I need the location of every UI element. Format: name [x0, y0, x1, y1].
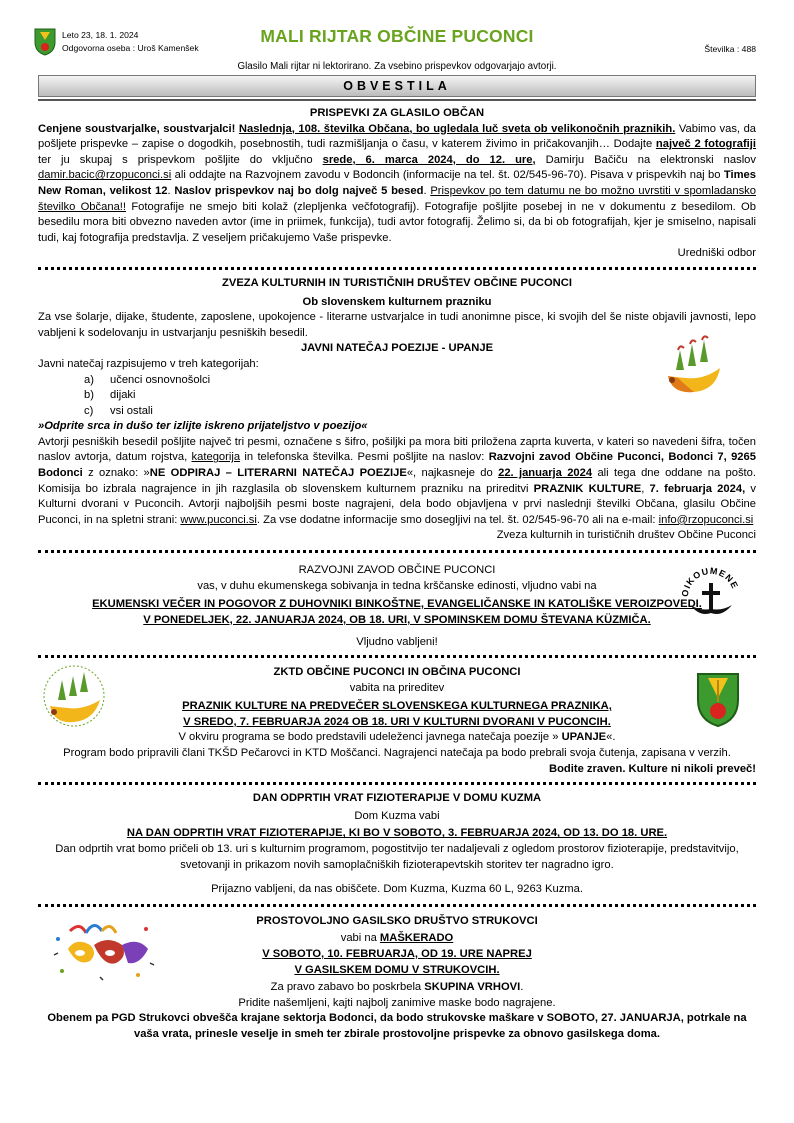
event-title: NA DAN ODPRTIH VRAT FIZIOTERAPIJE, KI BO V SOBOTO, 3. FEBRUARJA 2024, OD 13. DO 18. URE. — [126, 827, 668, 840]
dotted-divider — [38, 904, 756, 907]
section-signature: Zveza kulturnih in turističnih društev Občine Puconci — [496, 529, 756, 542]
dotted-divider — [38, 782, 756, 785]
section-title: ZKTD OBČINE PUCONCI IN OBČINA PUCONCI — [273, 666, 521, 678]
event-description: Dan odprtih vrat bomo pričeli ob 13. uri s kulturnim programom, pogostitvijo ter nadaljevali z ogledom prostorov fizioterapije, predstavitvijo, svetovanji in prikazom novih samoplačniških fizioterapevtskih storitev ter nagradno igro. — [55, 842, 739, 871]
section-title: PRISPEVKI ZA GLASILO OBČAN — [309, 107, 485, 119]
category-list — [38, 373, 756, 420]
issue-number: Številka : 488 — [704, 44, 756, 54]
email-link[interactable]: damir.bacic@rzopuconci.si — [38, 169, 172, 182]
svg-text:OIKOUMENE: OIKOUMENE — [679, 565, 741, 598]
invite-line: vas, v duhu ekumenskega sobivanja in tedna krščanske edinosti, vljudno vabi na — [197, 579, 597, 592]
invite-line: vabita na prireditev — [349, 681, 445, 694]
email-link[interactable]: info@rzopuconci.si — [658, 513, 754, 526]
dotted-divider — [38, 550, 756, 553]
dotted-divider — [38, 655, 756, 658]
program-note: V okviru programa se bodo predstavili udeleženci javnega natečaja poezije » UPANJE«. — [178, 731, 616, 744]
section-body: Avtorji pesniških besedil pošljite največ tri pesmi, označene s šifro, pošiljki pa mora biti priložena zaprta kuverta, v kateri so navedeni šifra, točen naslov avtorja, datum rojstva, kategorija in telefonska številka. Pesmi pošljite na naslov: Razvojni zavod Občine Puconci, Bodonci 7, 9265 Bodonci z oznako: »NE ODPIRAJ – LITERARNI NATEČAJ POEZIJE«, najkasneje do 22. januarja 2024 ali tega dne oddane na pošto. Komisija bo izbrala nagrajence in jih razglasila ob slovenskem kulturnem prazniku na prireditvi PRAZNIK KULTURE, 7. februarja 2024, v Kulturni dvorani v Puconcih. Avtorji najboljših pesmi boste nagrajeni, dela bodo objavljena v prvi naslednji številki Občana, glasilu Občine Puconci, in na spletni strani: www.puconci.si. Za vse dodatne informacije smo dosegljivi na tel. št. 02/545-96-70 ali na e-mail: info@rzopuconci.si — [38, 435, 756, 526]
list-item: b) dijaki — [84, 389, 136, 402]
event-datetime: V SOBOTO, 10. FEBRUARJA, OD 19. URE NAPREJ — [262, 947, 532, 960]
section-poetry-contest — [38, 276, 756, 544]
disclaimer: Glasilo Mali rijtar ni lektorirano. Za vsebino prispevkov odgovarjajo avtorji. — [237, 61, 557, 72]
invite-line: Dom Kuzma vabi — [354, 809, 440, 822]
event-location: V GASILSKEM DOMU V STRUKOVCIH. — [294, 963, 500, 976]
page-header — [38, 26, 756, 70]
oikoumene-logo-icon — [678, 561, 744, 627]
section-title: DAN ODPRTIH VRAT FIZIOTERAPIJE V DOMU KUZMA — [252, 792, 542, 805]
cultural-association-logo-icon — [38, 662, 110, 730]
section-title: PROSTOVOLJNO GASILSKO DRUŠTVO STRUKOVCI — [256, 914, 538, 927]
closing-line: Prijazno vabljeni, da nas obiščete. Dom Kuzma, Kuzma 60 L, 9263 Kuzma. — [211, 883, 583, 896]
cultural-association-logo-icon — [664, 332, 722, 396]
section-title: ZVEZA KULTURNIH IN TURISTIČNIH DRUŠTEV OBČINE PUCONCI — [222, 276, 572, 289]
event-title: EKUMENSKI VEČER IN POGOVOR Z DUHOVNIKI BINKOŠTNE, EVANGELIČANSKE IN KATOLIŠKE VEROIZPOVEDI. — [92, 598, 702, 611]
issue-date: Leto 23, 18. 1. 2024 — [62, 30, 139, 40]
newsletter-title: MALI RIJTAR OBČINE PUCONCI — [260, 26, 534, 46]
costume-note: Pridite našemljeni, kajti najbolj zanimive maske bodo nagrajene. — [238, 996, 556, 1009]
closing-line: Bodite zraven. Kulture ni nikoli preveč! — [548, 762, 756, 775]
section-obcan-contributions — [38, 106, 756, 262]
contest-motto: »Odprite srca in dušo ter izlijte iskreno prijateljstvo v poezijo« — [38, 420, 368, 433]
list-item: c) vsi ostali — [84, 404, 153, 417]
website-link[interactable]: www.puconci.si — [180, 513, 257, 526]
banner-divider — [38, 99, 756, 101]
section-culture-day — [38, 664, 756, 777]
event-title: PRAZNIK KULTURE NA PREDVEČER SLOVENSKEGA KULTURNEGA PRAZNIKA, — [182, 700, 612, 713]
section-signature: Uredniški odbor — [677, 247, 756, 260]
carnival-mask-icon — [50, 919, 156, 985]
announcement: Obenem pa PGD Strukovci obvešča krajane sektorja Bodonci, da bodo strukovske maškare v SOBOTO, 27. JANUARJA, potrkale na vaša vrata, prinesle veselje in smeh ter zbirale prostovoljne prispevke za obnovo gasilskega doma. — [47, 1012, 747, 1040]
closing-line: Vljudno vabljeni! — [356, 636, 438, 649]
section-banner: OBVESTILA — [38, 75, 756, 97]
contest-title: JAVNI NATEČAJ POEZIJE - UPANJE — [300, 342, 494, 355]
invite-line: vabi na MAŠKERADO — [340, 932, 454, 945]
newsletter-page — [38, 26, 756, 1042]
entertainment-note: Za pravo zabavo bo poskrbela SKUPINA VRHOVI. — [270, 981, 524, 994]
section-body: Cenjene soustvarjalke, soustvarjalci! Naslednja, 108. številka Občana, bo ugledala luč sveta ob velikonočnih praznikih. Vabimo vas, da pošljete prispevke – zapise o dogodkih, posebnostih, tudi razmišljanja o času, v katerem živimo in pričakovanjih… Dodajte največ 2 fotografiji ter ju skupaj s prispevkom pošljite do vključno srede, 6. marca 2024, do 12. ure, Damirju Bačiču na elektronski naslov damir.bacic@rzopuconci.si ali oddajte na Razvojnem zavodu v Bodoncih (informacije na tel. št. 02/545-96-70). Pisava v prispevkih naj bo Times New Roman, velikost 12. Naslov prispevkov naj bo dolg največ 5 besed. Prispevkov po tem datumu ne bo možno uvrstiti v spomladansko številko Občana!! Fotografije ne smejo biti kolaž (zlepljenka večfotografij). Fotografije pošljite posebej in ne v dokumentu z besedilom. Ob besedilu mora biti obvezno naveden avtor (ime in priimek, funkcija), tudi avtor fotografij. Želimo si, da bi ob fotografijah, kjer je smiselno, napisali tudi, kaj fotografija predstavlja. Z veseljem pričakujemo Vaše prispevke. — [38, 122, 757, 244]
section-masquerade — [38, 913, 756, 1043]
event-datetime: V SREDO, 7. FEBRUARJA 2024 OB 18. URI V KULTURNI DVORANI V PUCONCIH. — [183, 715, 611, 728]
municipality-coat-of-arms-icon — [696, 672, 740, 728]
section-intro: Za vse šolarje, dijake, študente, zaposlene, upokojence - literarne ustvarjalce in tudi anonimne pisce, ki svojih del še niste objavili javnosti, lepo vabljeni k sodelovanju in ustvarjanju pesniških besedil. — [38, 311, 756, 339]
section-ecumenical-evening — [38, 559, 756, 651]
section-physiotherapy-open-day — [38, 791, 756, 898]
section-subtitle: Ob slovenskem kulturnem prazniku — [302, 295, 492, 308]
responsible-editor: Odgovorna oseba : Uroš Kamenšek — [62, 42, 199, 53]
category-intro: Javni natečaj razpisujemo v treh kategorijah: — [38, 357, 259, 370]
section-title: RAZVOJNI ZAVOD OBČINE PUCONCI — [298, 564, 496, 577]
list-item: a) učenci osnovnošolci — [84, 373, 211, 386]
event-datetime: V PONEDELJEK, 22. JANUARJA 2024, OB 18. URI, V SPOMINSKEM DOMU ŠTEVANA KÜZMIČA. — [143, 613, 651, 626]
program-detail: Program bodo pripravili člani TKŠD Pečarovci in KTD Moščanci. Nagrajenci natečaja pa bodo prebrali svoja čutenja, zapisana v verzih. — [63, 746, 731, 759]
dotted-divider — [38, 267, 756, 270]
